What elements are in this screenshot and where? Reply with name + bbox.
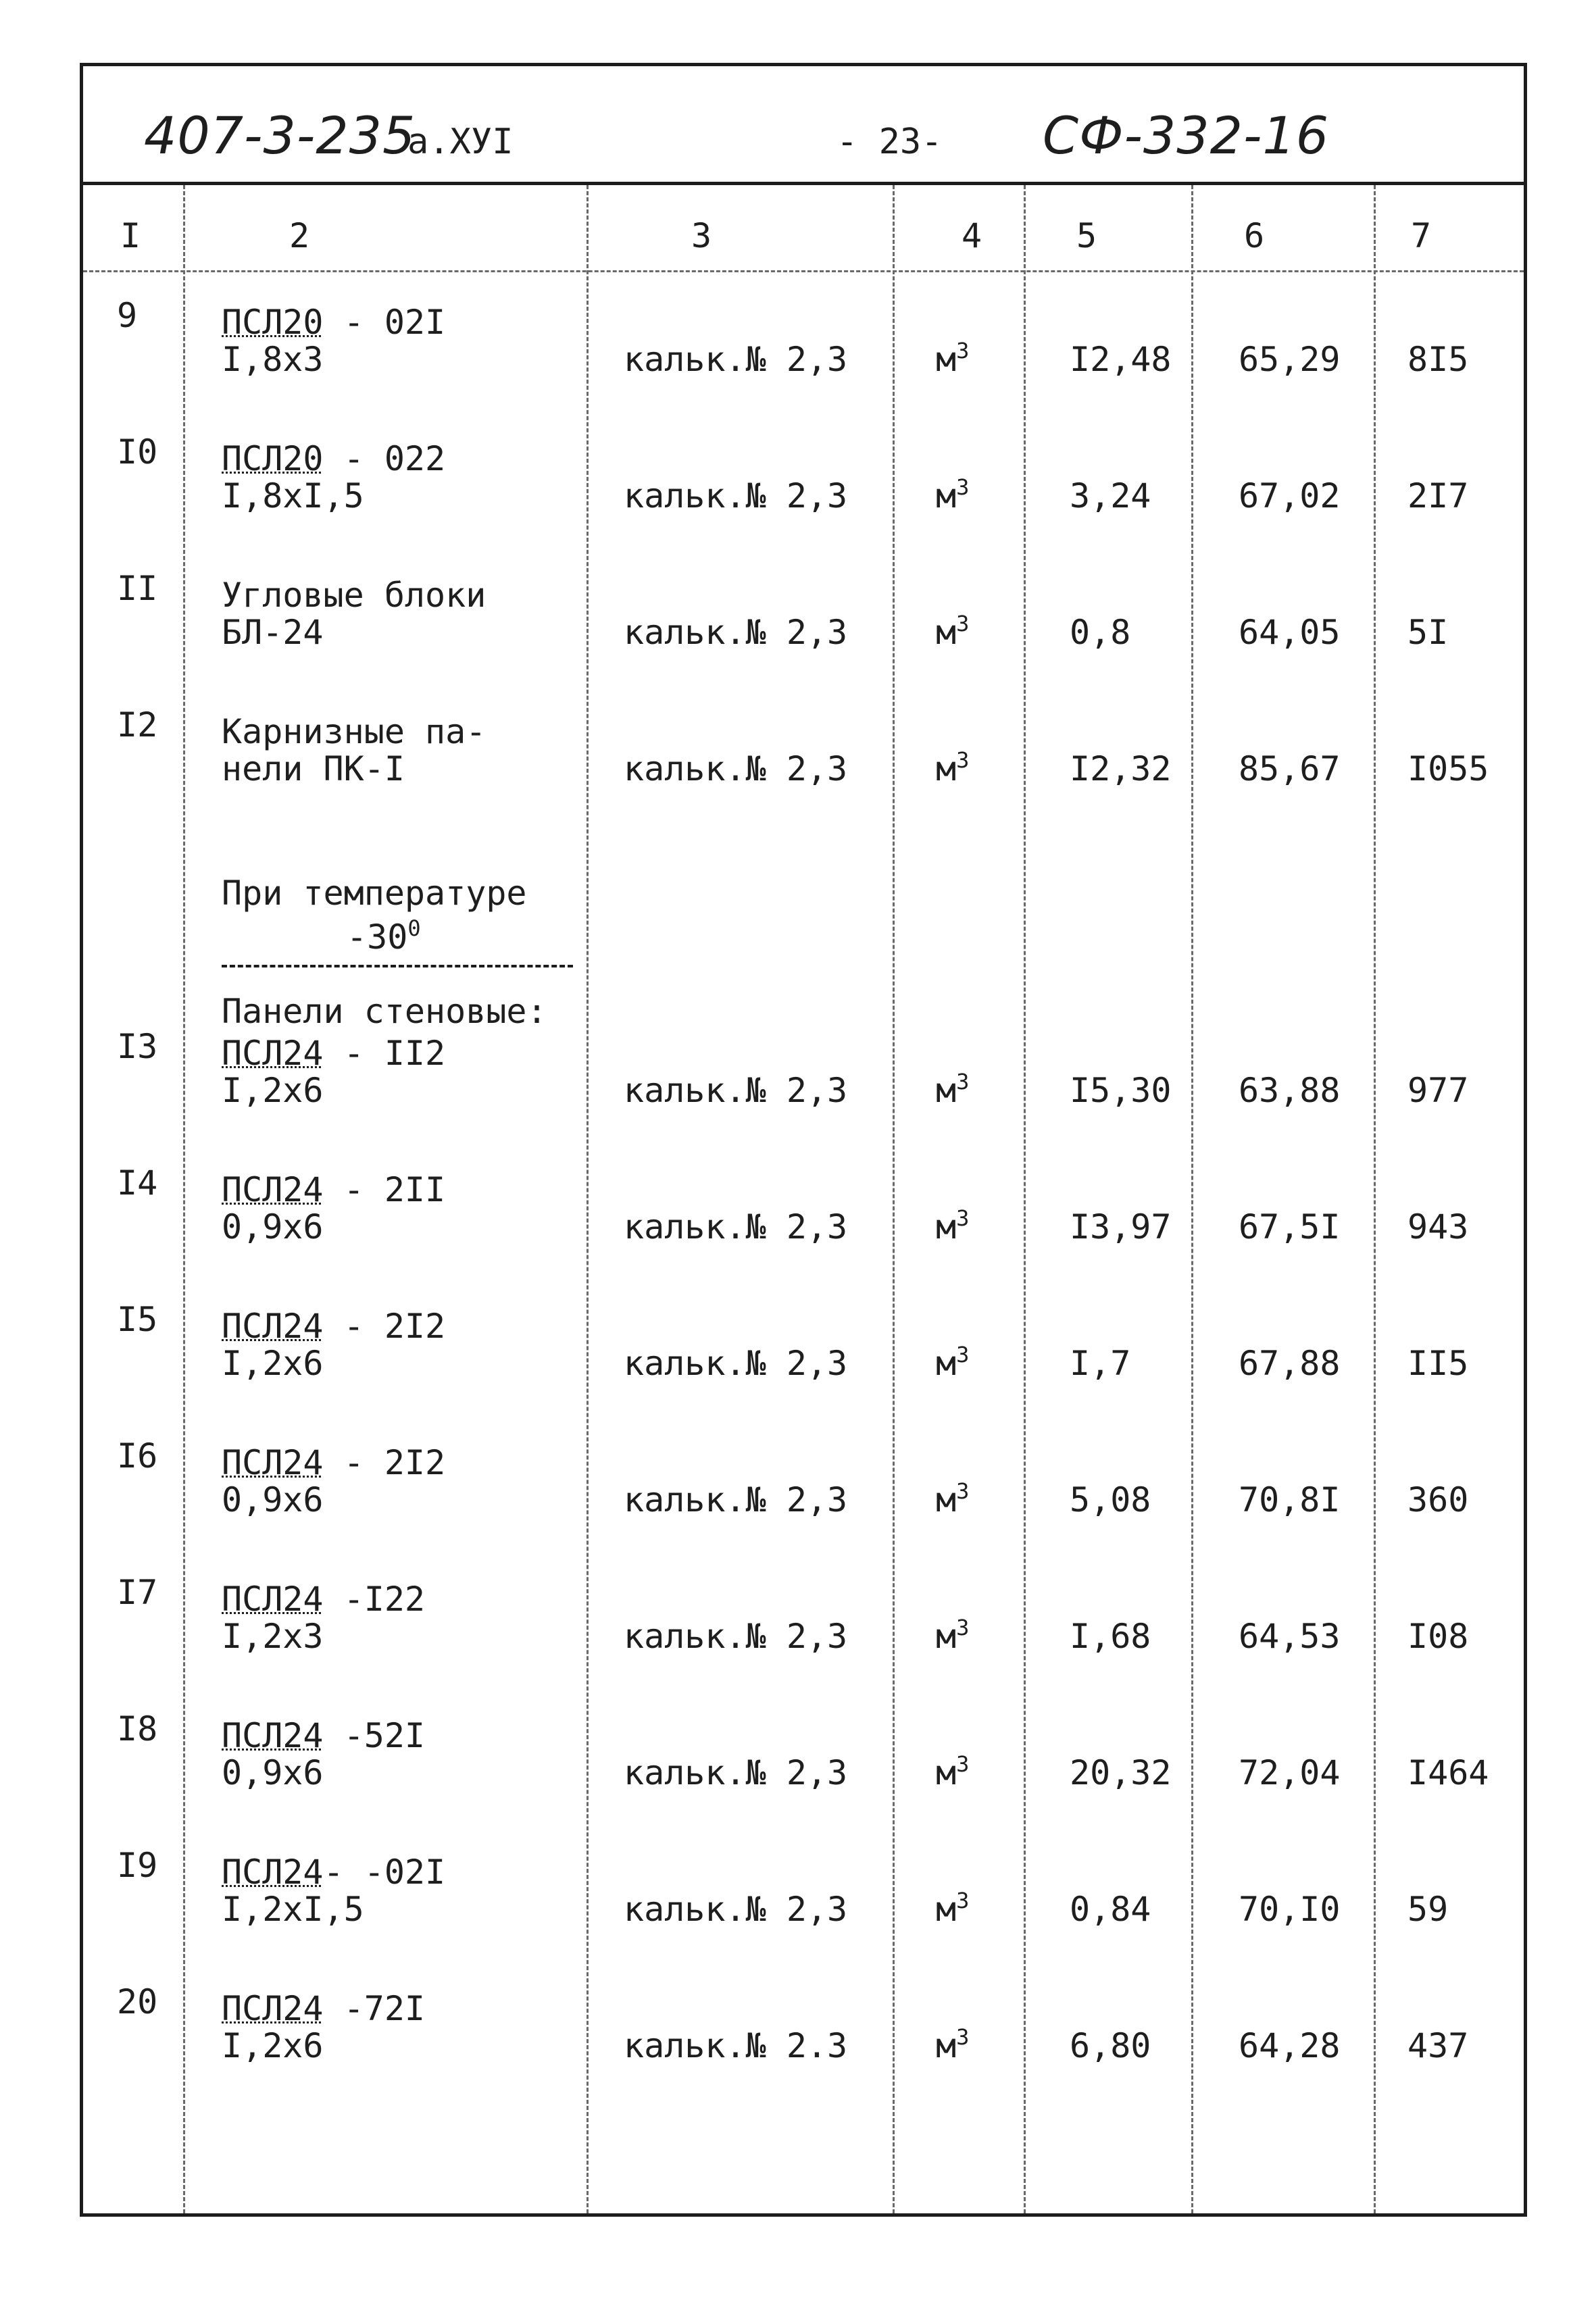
item-dimensions: I,2x6	[222, 1344, 324, 1383]
item-code: ПСЛ24	[222, 1034, 324, 1073]
item-dimensions: I,8x3	[222, 340, 324, 379]
total-cost: 943	[1407, 1207, 1469, 1247]
item-name	[222, 1580, 425, 1619]
unit	[936, 2026, 969, 2065]
calc-reference: кальк.№ 2,3	[624, 1617, 848, 1656]
unit	[936, 1890, 969, 1929]
unit-base: м	[936, 1071, 957, 1110]
item-code: ПСЛ24	[222, 1853, 324, 1892]
item-code: ПСЛ24	[222, 1170, 324, 1209]
unit-price: 70,8I	[1239, 1480, 1341, 1519]
item-name	[222, 712, 486, 751]
unit-base: м	[936, 476, 957, 515]
unit-exponent: 3	[956, 1069, 970, 1095]
item-name	[222, 1170, 445, 1209]
item-suffix: - 2II	[323, 1170, 446, 1209]
total-cost: 977	[1407, 1071, 1469, 1110]
calc-reference: кальк.№ 2,3	[624, 1344, 848, 1383]
unit-price: 72,04	[1239, 1753, 1341, 1792]
unit-exponent: 3	[956, 338, 970, 363]
document-sheet	[80, 63, 1527, 2217]
col-head-6: 6	[1244, 216, 1265, 255]
unit	[936, 1753, 969, 1792]
item-name	[222, 1307, 445, 1346]
quantity: I,7	[1070, 1344, 1131, 1383]
header-row-divider	[83, 270, 1524, 272]
total-cost: I464	[1407, 1753, 1489, 1792]
col-divider	[587, 185, 589, 2213]
item-suffix: Карнизные па-	[222, 712, 487, 751]
calc-reference: кальк.№ 2.3	[624, 2026, 848, 2065]
quantity: 5,08	[1070, 1480, 1151, 1519]
unit-exponent: 3	[956, 747, 970, 773]
item-suffix: - 02I	[323, 303, 446, 342]
quantity: 0,8	[1070, 613, 1131, 652]
item-suffix: -52I	[323, 1716, 426, 1755]
item-code: ПСЛ20	[222, 439, 324, 478]
quantity: I,68	[1070, 1617, 1151, 1656]
col-head-3: 3	[691, 216, 712, 255]
doc-code: 407-3-235	[144, 105, 416, 166]
row-number: I2	[117, 705, 158, 745]
unit-price: 67,5I	[1239, 1207, 1341, 1247]
total-cost: 5I	[1407, 613, 1449, 652]
quantity: I2,32	[1070, 749, 1172, 788]
row-number: I6	[117, 1436, 158, 1476]
col-head-5: 5	[1076, 216, 1097, 255]
unit-exponent: 3	[956, 2024, 970, 2050]
temperature-underline	[222, 965, 573, 967]
item-code: ПСЛ24	[222, 1580, 324, 1619]
item-suffix: -72I	[323, 1989, 426, 2028]
calc-reference: кальк.№ 2,3	[624, 1480, 848, 1519]
unit-price: 64,28	[1239, 2026, 1341, 2065]
temperature-label: При температуре	[222, 874, 527, 913]
item-name	[222, 1989, 425, 2028]
item-code: ПСЛ24	[222, 1989, 324, 2028]
sheet-code: СФ-332-16	[1043, 105, 1330, 166]
unit-base: м	[936, 749, 957, 788]
unit-price: 67,02	[1239, 476, 1341, 515]
item-dimensions: I,2xI,5	[222, 1890, 364, 1929]
item-dimensions: I,2x6	[222, 1071, 324, 1110]
item-dimensions: I,2x3	[222, 1617, 324, 1656]
temperature-value: $-30^0$	[347, 915, 421, 957]
item-dimensions: I,2x6	[222, 2026, 324, 2065]
album-number: а.XУI	[407, 122, 514, 162]
unit-exponent: 3	[956, 474, 970, 500]
item-code: ПСЛ24	[222, 1443, 324, 1482]
unit-exponent: 3	[956, 1888, 970, 1913]
unit-price: 64,05	[1239, 613, 1341, 652]
total-cost: 8I5	[1407, 340, 1469, 379]
quantity: 20,32	[1070, 1753, 1172, 1792]
row-number: I0	[117, 432, 158, 472]
unit-exponent: 3	[956, 1615, 970, 1640]
calc-reference: кальк.№ 2,3	[624, 1890, 848, 1929]
item-name	[222, 1853, 445, 1892]
calc-reference: кальк.№ 2,3	[624, 1071, 848, 1110]
item-name	[222, 1034, 445, 1073]
item-suffix: -I22	[323, 1580, 426, 1619]
item-code: ПСЛ24	[222, 1307, 324, 1346]
unit-base: м	[936, 2026, 957, 2065]
col-divider	[1024, 185, 1026, 2213]
item-name	[222, 1716, 425, 1755]
unit-base: м	[936, 1890, 957, 1929]
quantity: I2,48	[1070, 340, 1172, 379]
unit	[936, 476, 969, 515]
row-number: 9	[117, 296, 138, 335]
unit-base: м	[936, 1753, 957, 1792]
item-suffix: - 2I2	[323, 1443, 446, 1482]
unit	[936, 1344, 969, 1383]
quantity: I5,30	[1070, 1071, 1172, 1110]
row-number: I5	[117, 1300, 158, 1339]
row-number: I3	[117, 1027, 158, 1066]
unit-price: 67,88	[1239, 1344, 1341, 1383]
unit	[936, 613, 969, 652]
item-dimensions: нели ПК-I	[222, 749, 405, 788]
quantity: 0,84	[1070, 1890, 1151, 1929]
row-number: I8	[117, 1709, 158, 1749]
sheet-header	[83, 66, 1524, 185]
col-head-4: 4	[962, 216, 982, 255]
total-cost: I08	[1407, 1617, 1469, 1656]
item-code: ПСЛ24	[222, 1716, 324, 1755]
page-number: - 23-	[837, 122, 943, 162]
unit	[936, 749, 969, 788]
row-number: II	[117, 569, 158, 608]
item-dimensions: 0,9x6	[222, 1480, 324, 1519]
calc-reference: кальк.№ 2,3	[624, 613, 848, 652]
col-divider	[183, 185, 185, 2213]
item-code: ПСЛ20	[222, 303, 324, 342]
calc-reference: кальк.№ 2,3	[624, 1207, 848, 1247]
col-divider	[893, 185, 895, 2213]
item-dimensions: 0,9x6	[222, 1207, 324, 1247]
item-dimensions: I,8xI,5	[222, 476, 364, 515]
item-dimensions: 0,9x6	[222, 1753, 324, 1792]
calc-reference: кальк.№ 2,3	[624, 749, 848, 788]
total-cost: I055	[1407, 749, 1489, 788]
total-cost: 2I7	[1407, 476, 1469, 515]
unit-exponent: 3	[956, 1205, 970, 1231]
unit	[936, 1207, 969, 1247]
item-suffix: - 022	[323, 439, 446, 478]
unit-price: 64,53	[1239, 1617, 1341, 1656]
item-suffix: - -02I	[323, 1853, 446, 1892]
row-number: 20	[117, 1982, 158, 2021]
unit-base: м	[936, 1207, 957, 1247]
col-head-7: 7	[1411, 216, 1432, 255]
row-number: I4	[117, 1163, 158, 1203]
item-name	[222, 303, 445, 342]
quantity: I3,97	[1070, 1207, 1172, 1247]
unit-exponent: 3	[956, 1342, 970, 1367]
col-head-2: 2	[289, 216, 310, 255]
item-name	[222, 1443, 445, 1482]
unit-base: м	[936, 613, 957, 652]
row-number: I7	[117, 1573, 158, 1612]
unit-price: 63,88	[1239, 1071, 1341, 1110]
total-cost: 437	[1407, 2026, 1469, 2065]
unit-exponent: 3	[956, 1478, 970, 1504]
unit	[936, 1480, 969, 1519]
row-number: I9	[117, 1846, 158, 1885]
unit-price: 65,29	[1239, 340, 1341, 379]
item-suffix: - II2	[323, 1034, 446, 1073]
panels-heading: Панели стеновые:	[222, 992, 547, 1031]
unit	[936, 340, 969, 379]
unit	[936, 1071, 969, 1110]
quantity: 6,80	[1070, 2026, 1151, 2065]
total-cost: II5	[1407, 1344, 1469, 1383]
item-suffix: - 2I2	[323, 1307, 446, 1346]
col-divider	[1191, 185, 1193, 2213]
calc-reference: кальк.№ 2,3	[624, 340, 848, 379]
col-head-1: I	[120, 216, 141, 255]
total-cost: 360	[1407, 1480, 1469, 1519]
item-suffix: Угловые блоки	[222, 576, 487, 615]
unit-price: 85,67	[1239, 749, 1341, 788]
quantity: 3,24	[1070, 476, 1151, 515]
item-name	[222, 576, 486, 615]
unit-exponent: 3	[956, 1751, 970, 1777]
calc-reference: кальк.№ 2,3	[624, 1753, 848, 1792]
col-divider	[1374, 185, 1376, 2213]
unit-price: 70,I0	[1239, 1890, 1341, 1929]
unit	[936, 1617, 969, 1656]
unit-base: м	[936, 1480, 957, 1519]
unit-base: м	[936, 1344, 957, 1383]
unit-base: м	[936, 340, 957, 379]
unit-exponent: 3	[956, 611, 970, 636]
total-cost: 59	[1407, 1890, 1449, 1929]
item-name	[222, 439, 445, 478]
unit-base: м	[936, 1617, 957, 1656]
item-dimensions: БЛ-24	[222, 613, 324, 652]
calc-reference: кальк.№ 2,3	[624, 476, 848, 515]
